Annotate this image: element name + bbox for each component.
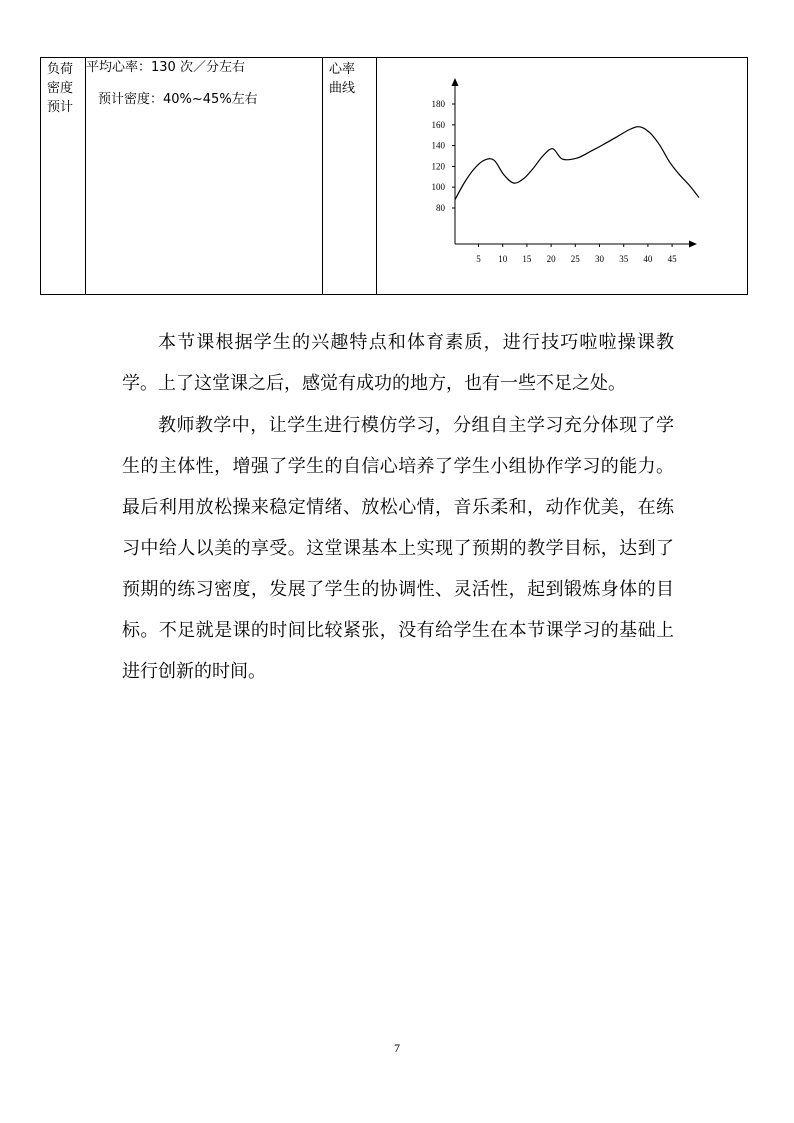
- x-tick-label: 35: [619, 254, 629, 264]
- x-tick-label: 30: [595, 254, 604, 264]
- row-label-line-2: 密度: [47, 81, 74, 96]
- row-label-line-3: 预计: [47, 100, 74, 115]
- heart-rate-chart: [377, 58, 747, 294]
- y-tick-label: 80: [436, 203, 445, 213]
- y-tick-label: 160: [431, 119, 445, 130]
- paragraph-2: 教师教学中，让学生进行模仿学习，分组自主学习充分体现了学生的主体性，增强了学生的自信心培养了学生小组协作学习的能力。最后利用放松操来稳定情绪、放松心情，音乐柔和，动作优美，在练习中给人以美的享受。这堂课基本上实现了预期的教学目标，达到了预期的练习密度，发展了学生的协调性、灵活性，起到锻炼身体的目标。不足就是课的时间比较紧张，没有给学生在本节课学习的基础上进行创新的时间。: [122, 415, 674, 682]
- x-axis-arrow: [689, 241, 697, 248]
- row-label-line-1: 负荷: [47, 62, 74, 77]
- avg-heart-rate-text: 平均心率：130 次／分左右: [86, 60, 245, 75]
- x-tick-label: 5: [476, 254, 481, 264]
- expected-density-text: 预计密度：40%~45%左右: [98, 92, 258, 107]
- heart-rate-chart-cell: [377, 58, 748, 295]
- load-density-label-cell: [41, 58, 86, 295]
- x-tick-label: 15: [522, 254, 532, 264]
- heart-rate-curve-label-cell: [323, 58, 377, 295]
- heart-rate-curve: [455, 127, 699, 200]
- y-tick-label: 180: [431, 99, 445, 109]
- page-number: 7: [394, 1041, 400, 1055]
- y-tick-label: 140: [431, 140, 445, 151]
- y-tick-label: 100: [431, 182, 445, 193]
- x-tick-label: 20: [546, 254, 556, 264]
- curve-label-line-2: 曲线: [329, 81, 356, 96]
- paragraph-1: 本节课根据学生的兴趣特点和体育素质，进行技巧啦啦操课教学。上了这堂课之后，感觉有成功的地方，也有一些不足之处。: [122, 332, 674, 394]
- x-tick-label: 25: [570, 254, 580, 264]
- y-axis-arrow: [452, 78, 459, 86]
- paragraph-2-block: [122, 405, 674, 692]
- load-density-values-cell: [86, 58, 323, 295]
- x-tick-label: 45: [667, 254, 677, 264]
- y-tick-label: 120: [431, 161, 445, 172]
- load-density-table: [40, 57, 748, 295]
- paragraph-1-block: [122, 322, 674, 404]
- x-tick-label: 40: [643, 254, 653, 264]
- curve-label-line-1: 心率: [329, 62, 356, 77]
- x-tick-label: 10: [498, 254, 508, 264]
